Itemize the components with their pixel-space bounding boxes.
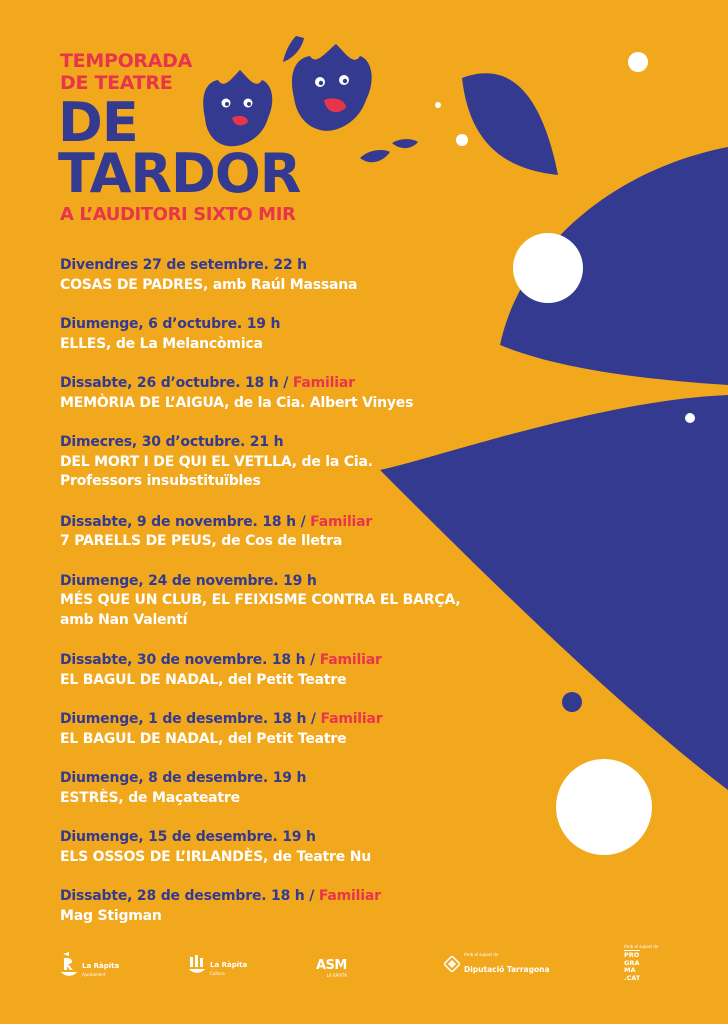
logo-programa [624, 944, 658, 982]
logo-la-rapita-cultura [188, 952, 247, 976]
white-dot [456, 134, 468, 146]
logo-name: La Ràpita [82, 962, 120, 970]
event-title: EL BAGUL DE NADAL, del Petit Teatre [60, 671, 347, 688]
event-title: ELLES, de La Melancòmica [60, 335, 263, 352]
separator-glyph: / [310, 652, 316, 668]
event-separator [305, 888, 319, 904]
event-date-line [60, 572, 530, 592]
events-list [60, 256, 530, 946]
headline-line: TARDOR [58, 142, 301, 205]
event-date-line [60, 374, 530, 394]
event-tag: Familiar [310, 513, 373, 530]
logo-la-rapita [60, 952, 119, 978]
event-item [60, 887, 530, 926]
event-date: Diumenge, 1 de desembre. 18 h [60, 711, 307, 727]
small-leaf-shape [283, 36, 304, 62]
event-item [60, 433, 530, 492]
logo-sub: Ajuntament [82, 972, 106, 977]
event-date-line [60, 256, 530, 276]
separator-glyph: / [310, 711, 316, 727]
event-tag: Familiar [320, 711, 383, 727]
event-separator [305, 652, 319, 668]
logo-small: Amb el suport de [464, 952, 499, 957]
event-title: MEMÒRIA DE L’AIGUA, de la Cia. Albert Vinyes [60, 394, 414, 411]
event-item [60, 828, 530, 867]
character-right-shape [292, 44, 372, 131]
separator-glyph: / [300, 513, 306, 530]
logo-small: Amb el suport de [624, 944, 659, 949]
logo-name: Diputació Tarragona [464, 965, 550, 974]
white-dot [556, 759, 652, 855]
event-date: Dissabte, 28 de desembre. 18 h [60, 888, 305, 904]
footer-logos [0, 940, 728, 1000]
logo-line: MA [624, 966, 636, 974]
event-separator [296, 514, 310, 530]
event-title: DEL MORT I DE QUI EL VETLLA, de la Cia. [60, 453, 373, 470]
event-date: Dimecres, 30 d’octubre. 21 h [60, 434, 284, 450]
logo-asm [316, 954, 347, 978]
event-date-line [60, 433, 530, 453]
la-rapita-mark-icon [60, 952, 78, 978]
diputacio-mark-icon [444, 956, 460, 972]
event-date-line [60, 710, 530, 730]
event-date-line [60, 315, 530, 335]
cultura-mark-icon [188, 953, 206, 975]
event-date-line [60, 887, 530, 907]
event-title: MÉS QUE UN CLUB, EL FEIXISME CONTRA EL BARÇA, [60, 592, 461, 608]
separator-glyph: / [309, 888, 315, 904]
event-date: Diumenge, 8 de desembre. 19 h [60, 770, 307, 786]
event-date: Diumenge, 15 de desembre. 19 h [60, 829, 316, 845]
event-item [60, 769, 530, 808]
white-dot [685, 413, 695, 423]
event-item [60, 315, 530, 354]
event-item [60, 256, 530, 295]
kicker-line: DE TEATRE [60, 72, 173, 94]
logo-sub: Cultura [210, 971, 225, 976]
event-date: Divendres 27 de setembre. 22 h [60, 257, 307, 273]
small-leaf-shape-3 [392, 139, 418, 148]
small-leaf-shape-2 [360, 150, 390, 162]
event-item [60, 572, 530, 631]
event-title: COSAS DE PADRES, amb Raúl Massana [60, 276, 358, 293]
event-separator [279, 375, 293, 391]
event-title-continued: Professors insubstituïbles [60, 473, 261, 489]
event-date: Dissabte, 26 d’octubre. 18 h [60, 375, 279, 391]
event-tag: Familiar [319, 652, 382, 668]
kicker-line: TEMPORADA [60, 50, 193, 72]
event-date-line [60, 769, 530, 789]
logo-line: .CAT [624, 973, 641, 982]
event-title: ESTRÈS, de Maçateatre [60, 789, 240, 806]
logo-line: GRA [624, 958, 640, 967]
white-dot [628, 52, 648, 72]
headline-line: DE [58, 91, 138, 154]
white-dot [435, 102, 441, 108]
event-date-line [60, 651, 530, 671]
event-date: Diumenge, 6 d’octubre. 19 h [60, 316, 281, 332]
event-title: EL BAGUL DE NADAL, del Petit Teatre [60, 730, 347, 747]
navy-dot [562, 692, 582, 712]
logo-diputacio [444, 952, 550, 976]
event-item [60, 651, 530, 690]
event-date-line [60, 513, 530, 533]
event-tag: Familiar [318, 888, 381, 904]
event-date-line [60, 828, 530, 848]
event-title: 7 PARELLS DE PEUS, de Cos de lletra [60, 533, 343, 549]
event-item [60, 710, 530, 749]
event-title-continued: amb Nan Valentí [60, 611, 188, 628]
event-date: Dissabte, 9 de novembre. 18 h [60, 513, 296, 530]
event-title: Mag Stigman [60, 907, 162, 924]
logo-sub: LA RÀPITA [326, 973, 347, 978]
event-item [60, 513, 530, 552]
logo-name: La Ràpita [210, 961, 248, 969]
separator-glyph: / [283, 375, 289, 391]
logo-line: PRO [624, 951, 640, 959]
event-separator [306, 711, 320, 727]
event-tag: Familiar [292, 375, 355, 391]
top-leaf-shape [462, 73, 558, 175]
event-item [60, 374, 530, 413]
subtitle: A L’AUDITORI SIXTO MIR [60, 204, 296, 225]
kicker [60, 50, 192, 94]
event-title: ELS OSSOS DE L’IRLANDÈS, de Teatre Nu [60, 848, 372, 865]
logo-name: ASM [316, 958, 347, 973]
headline [58, 91, 301, 205]
event-date: Dissabte, 30 de novembre. 18 h [60, 652, 306, 668]
event-date: Diumenge, 24 de novembre. 19 h [60, 572, 317, 589]
